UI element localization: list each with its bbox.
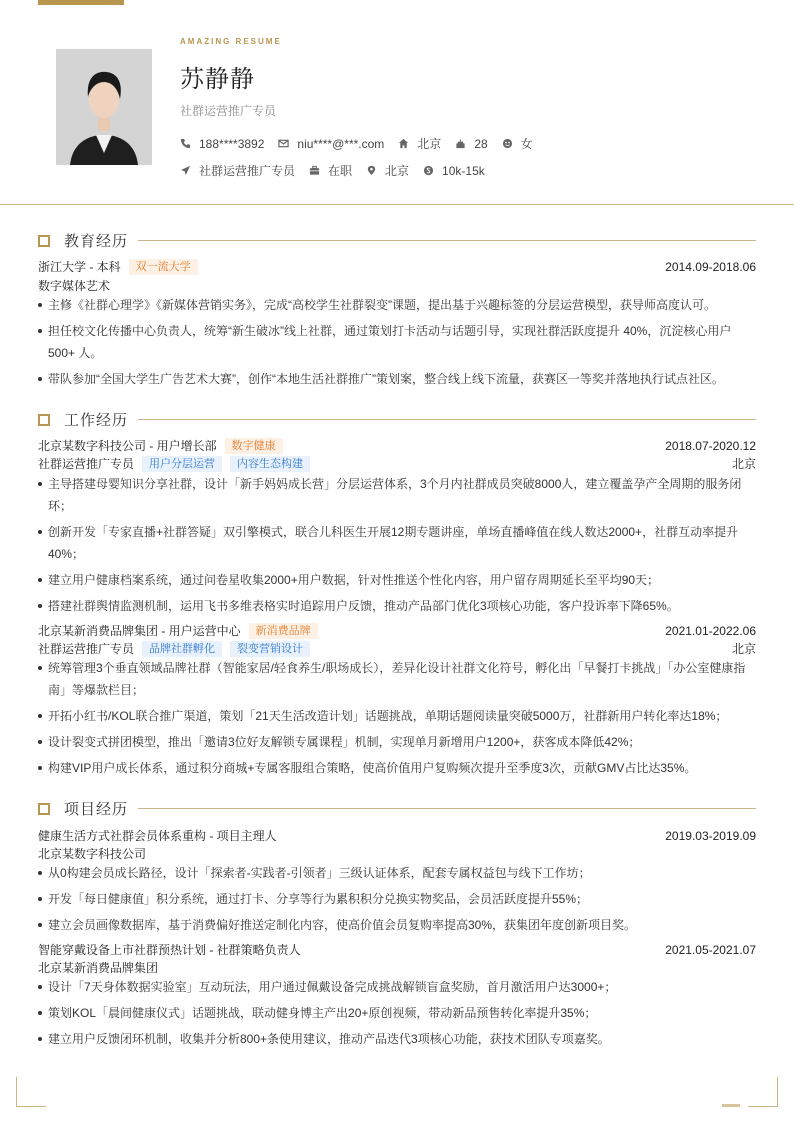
work-city: 北京 bbox=[731, 642, 756, 656]
education-date: 2014.09-2018.06 bbox=[665, 259, 756, 274]
work-bullet: 创新开发「专家直播+社群答疑」双引擎模式，联合儿科医生开展12期专题讲座，单场直播峰值在线人数达2000+，社群互动率提升40%； bbox=[38, 521, 756, 565]
project-bullet: 开发「每日健康值」积分系统，通过打卡、分享等行为累积积分兑换实物奖品，会员活跃度提升55%； bbox=[38, 888, 756, 910]
project-title: 智能穿戴设备上市社群预热计划 - 社群策略负责人 bbox=[38, 943, 301, 957]
role: 社群运营推广专员 bbox=[38, 457, 135, 471]
industry-tag: 新消费品牌 bbox=[249, 623, 318, 639]
candidate-name: 苏静静 bbox=[180, 66, 255, 93]
school-tag: 双一流大学 bbox=[129, 259, 198, 275]
project-bullet: 设计「7天身体数据实验室」互动玩法，用户通过佩戴设备完成挑战解锁盲盒奖励，首月激活用户达3000+； bbox=[38, 976, 756, 998]
education-header-row bbox=[38, 258, 756, 275]
contact-row bbox=[180, 135, 547, 152]
briefcase-icon bbox=[309, 165, 320, 176]
project-org: 北京某新消费品牌集团 bbox=[38, 961, 159, 975]
section-title: 工作经历 bbox=[64, 412, 129, 429]
role: 社群运营推广专员 bbox=[38, 642, 135, 656]
home-icon bbox=[398, 138, 409, 149]
hometown-text: 北京 bbox=[417, 137, 442, 151]
skill-tag: 用户分层运营 bbox=[142, 456, 222, 472]
corner-ornament-left bbox=[16, 1077, 46, 1107]
job-title: 社群运营推广专员 bbox=[180, 104, 277, 118]
work-bullet: 设计裂变式拼团模型，推出「邀请3位好友解锁专属课程」机制，实现单月新增用户1200+，获客成本降低42%； bbox=[38, 731, 756, 753]
section-line bbox=[138, 419, 756, 420]
cake-icon bbox=[455, 138, 466, 149]
salary-item bbox=[423, 164, 485, 178]
project-title-row bbox=[38, 941, 756, 958]
education-bullet: 担任校文化传播中心负责人，统筹“新生破冰”线上社群，通过策划打卡活动与话题引导，实现社群活跃度提升 40%，沉淀核心用户500+ 人。 bbox=[38, 320, 756, 364]
company-line: 北京某数字科技公司 - 用户增长部 bbox=[38, 439, 217, 453]
footer-dash bbox=[722, 1104, 740, 1107]
project-org-row bbox=[38, 959, 756, 976]
section-line bbox=[138, 240, 756, 241]
project-section-header bbox=[38, 798, 756, 819]
work-bullet: 统筹管理3个垂直领域品牌社群（智能家居/轻食养生/职场成长），差异化设计社群文化符号，孵化出「早餐打卡挑战」「办公室健康指南」等爆款栏目； bbox=[38, 657, 756, 701]
work-company-row bbox=[38, 622, 756, 639]
education-bullet: 带队参加“全国大学生广告艺术大赛”，创作“本地生活社群推广”策划案，整合线上线下流量，获赛区一等奖并落地执行试点社区。 bbox=[38, 368, 756, 390]
skill-tag: 内容生态构建 bbox=[230, 456, 310, 472]
project-date: 2021.05-2021.07 bbox=[665, 942, 756, 957]
location-pin-icon bbox=[366, 165, 377, 176]
project-title-row bbox=[38, 827, 756, 844]
top-accent-bar bbox=[38, 0, 124, 5]
project-title: 健康生活方式社群会员体系重构 - 项目主理人 bbox=[38, 829, 277, 843]
phone-item bbox=[180, 137, 264, 151]
education-section-header bbox=[38, 230, 756, 251]
major: 数字媒体艺术 bbox=[38, 279, 111, 293]
profile-photo bbox=[56, 49, 152, 165]
school-line: 浙江大学 - 本科 bbox=[38, 260, 121, 274]
salary-text: 10k-15k bbox=[442, 163, 485, 178]
phone-icon bbox=[180, 138, 191, 149]
salary-icon bbox=[423, 165, 434, 176]
brand-label: AMAZING RESUME bbox=[180, 37, 282, 46]
section-square-icon bbox=[38, 235, 50, 247]
section-square-icon bbox=[38, 803, 50, 815]
skill-tag: 品牌社群孵化 bbox=[142, 641, 222, 657]
email-item bbox=[278, 137, 384, 151]
target-role-item bbox=[180, 162, 295, 179]
work-city: 北京 bbox=[731, 457, 756, 471]
work-bullet: 建立用户健康档案系统，通过问卷星收集2000+用户数据，针对性推送个性化内容，用户留存周期延长至平均90天； bbox=[38, 569, 756, 591]
industry-tag: 数字健康 bbox=[225, 438, 283, 454]
section-line bbox=[138, 808, 756, 809]
header-divider bbox=[0, 204, 794, 205]
major-row bbox=[38, 277, 756, 294]
gender-text: 女 bbox=[520, 137, 533, 151]
status-text: 在职 bbox=[328, 164, 353, 178]
work-section-header bbox=[38, 409, 756, 430]
hometown-item bbox=[398, 135, 441, 152]
target-city-text: 北京 bbox=[385, 164, 410, 178]
corner-ornament-right bbox=[748, 1077, 778, 1107]
target-role-text: 社群运营推广专员 bbox=[199, 164, 296, 178]
project-date: 2019.03-2019.09 bbox=[665, 828, 756, 843]
job-intent-row bbox=[180, 162, 499, 179]
project-bullet: 策划KOL「晨间健康仪式」话题挑战，联动健身博主产出20+原创视频，带动新品预售转化率提升35%； bbox=[38, 1002, 756, 1024]
section-square-icon bbox=[38, 414, 50, 426]
work-bullet: 主导搭建母婴知识分享社群，设计「新手妈妈成长营」分层运营体系，3个月内社群成员突破8000人，建立覆盖孕产全周期的服务闭环； bbox=[38, 473, 756, 517]
skill-tag: 裂变营销设计 bbox=[230, 641, 310, 657]
age-text: 28 bbox=[474, 136, 488, 151]
gender-item bbox=[502, 135, 533, 152]
education-bullet: 主修《社群心理学》《新媒体营销实务》，完成“高校学生社群裂变”课题，提出基于兴趣标签的分层运营模型，获导师高度认可。 bbox=[38, 294, 756, 316]
work-bullet: 构建VIP用户成长体系，通过积分商城+专属客服组合策略，使高价值用户复购频次提升至季度3次，贡献GMV占比达35%。 bbox=[38, 757, 756, 779]
phone-text: 188****3892 bbox=[199, 136, 265, 151]
work-date: 2021.01-2022.06 bbox=[665, 623, 756, 638]
work-company-row bbox=[38, 437, 756, 454]
work-date: 2018.07-2020.12 bbox=[665, 438, 756, 453]
email-text: niu****@***.com bbox=[297, 136, 385, 151]
work-role-row bbox=[38, 455, 756, 472]
mail-icon bbox=[278, 138, 289, 149]
status-item bbox=[309, 162, 352, 179]
project-org-row bbox=[38, 845, 756, 862]
company-line: 北京某新消费品牌集团 - 用户运营中心 bbox=[38, 624, 241, 638]
work-bullet: 开拓小红书/KOL联合推广渠道，策划「21天生活改造计划」话题挑战，单期话题阅读量突破5000万，社群新用户转化率达18%； bbox=[38, 705, 756, 727]
project-bullet: 建立用户反馈闭环机制，收集并分析800+条使用建议，推动产品迭代3项核心功能，获技术团队专项嘉奖。 bbox=[38, 1028, 756, 1050]
target-city-item bbox=[366, 162, 409, 179]
gender-icon bbox=[502, 138, 513, 149]
project-org: 北京某数字科技公司 bbox=[38, 847, 147, 861]
section-title: 教育经历 bbox=[64, 233, 129, 250]
work-role-row bbox=[38, 640, 756, 657]
age-item bbox=[455, 137, 487, 151]
section-title: 项目经历 bbox=[64, 801, 129, 818]
project-bullet: 从0构建会员成长路径，设计「探索者-实践者-引领者」三级认证体系，配套专属权益包与线下工作坊； bbox=[38, 862, 756, 884]
work-bullet: 搭建社群舆情监测机制，运用飞书多维表格实时追踪用户反馈，推动产品部门优化3项核心功能，客户投诉率下降65%。 bbox=[38, 595, 756, 617]
send-icon bbox=[180, 165, 191, 176]
project-bullet: 建立会员画像数据库，基于消费偏好推送定制化内容，使高价值会员复购率提高30%，获集团年度创新项目奖。 bbox=[38, 914, 756, 936]
